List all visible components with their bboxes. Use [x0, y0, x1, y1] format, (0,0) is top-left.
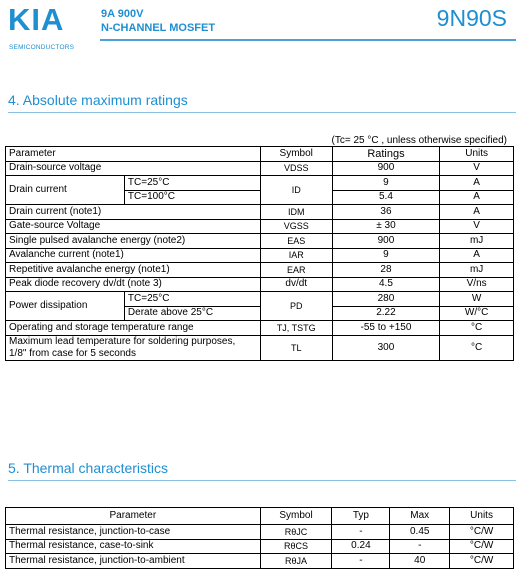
param-cell: Drain current: [6, 176, 125, 205]
table-header-row: [6, 147, 514, 162]
table-row: [6, 161, 514, 176]
param-cell: Gate-source Voltage: [6, 219, 261, 234]
header-max: Max: [390, 508, 450, 525]
symbol-cell: dv/dt: [260, 277, 332, 292]
unit-cell: °C: [440, 321, 514, 336]
table-row: [6, 321, 514, 336]
device-rating: 9A 900V: [101, 8, 144, 20]
unit-cell: A: [440, 248, 514, 263]
param-line-1: Maximum lead temperature for soldering purposes,: [9, 335, 236, 347]
condition-cell: TC=25°C: [124, 292, 260, 307]
symbol-cell: TL: [260, 335, 332, 360]
unit-cell: °C: [440, 335, 514, 360]
rating-cell: 5.4: [332, 190, 440, 205]
table-row: [6, 234, 514, 249]
section-divider: [8, 480, 516, 481]
table-row: [6, 176, 514, 191]
unit-cell: A: [440, 205, 514, 220]
table-row: [6, 205, 514, 220]
symbol-cell: EAR: [260, 263, 332, 278]
unit-cell: V/ns: [440, 277, 514, 292]
unit-cell: mJ: [440, 234, 514, 249]
rating-cell: 900: [332, 234, 440, 249]
header-symbol: Symbol: [260, 508, 332, 525]
unit-cell: V: [440, 161, 514, 176]
table-row: [6, 539, 514, 554]
param-cell: Thermal resistance, junction-to-case: [6, 525, 261, 540]
typ-cell: -: [332, 525, 390, 540]
rating-cell: 900: [332, 161, 440, 176]
symbol-cell: IDM: [260, 205, 332, 220]
section-title-thermal: 5. Thermal characteristics: [8, 460, 169, 476]
condition-cell: TC=100°C: [124, 190, 260, 205]
typ-cell: -: [332, 554, 390, 569]
header-units: Units: [440, 147, 514, 162]
rating-cell: 280: [332, 292, 440, 307]
symbol-cell: VDSS: [260, 161, 332, 176]
device-type: N-CHANNEL MOSFET: [101, 22, 216, 34]
unit-cell: A: [440, 176, 514, 191]
rating-cell: 36: [332, 205, 440, 220]
symbol-cell: PD: [260, 292, 332, 321]
table-row: [6, 335, 514, 360]
param-cell: Single pulsed avalanche energy (note2): [6, 234, 261, 249]
table-row: [6, 554, 514, 569]
param-cell: Power dissipation: [6, 292, 125, 321]
param-cell: Operating and storage temperature range: [6, 321, 261, 336]
symbol-cell: RθCS: [260, 539, 332, 554]
company-logo: KIA: [8, 2, 65, 37]
rating-cell: 9: [332, 248, 440, 263]
symbol-cell: TJ, TSTG: [260, 321, 332, 336]
table-header-row: [6, 508, 514, 525]
section-title-absolute-max: 4. Absolute maximum ratings: [8, 92, 188, 108]
table-row: [6, 219, 514, 234]
param-cell: Drain-source voltage: [6, 161, 261, 176]
logo-subtitle: SEMICONDUCTORS: [9, 44, 75, 51]
condition-cell: TC=25°C: [124, 176, 260, 191]
header-typ: Typ: [332, 508, 390, 525]
section-divider: [8, 112, 516, 113]
rating-cell: 300: [332, 335, 440, 360]
param-cell: Peak diode recovery dv/dt (note 3): [6, 277, 261, 292]
header-parameter: Parameter: [6, 508, 261, 525]
part-number: 9N90S: [436, 5, 507, 31]
table-row: [6, 263, 514, 278]
absolute-max-table: [5, 146, 514, 361]
unit-cell: W: [440, 292, 514, 307]
rating-cell: 28: [332, 263, 440, 278]
table-row: [6, 248, 514, 263]
rating-cell: 4.5: [332, 277, 440, 292]
table-row: [6, 292, 514, 307]
condition-cell: Derate above 25°C: [124, 306, 260, 321]
symbol-cell: ID: [260, 176, 332, 205]
symbol-cell: IAR: [260, 248, 332, 263]
condition-note: (Tc= 25 °C , unless otherwise specified): [331, 135, 507, 146]
rating-cell: ± 30: [332, 219, 440, 234]
param-cell: [6, 335, 261, 360]
unit-cell: °C/W: [450, 539, 514, 554]
rating-cell: 9: [332, 176, 440, 191]
table-row: [6, 277, 514, 292]
unit-cell: V: [440, 219, 514, 234]
max-cell: 0.45: [390, 525, 450, 540]
header-divider: [100, 39, 516, 41]
symbol-cell: EAS: [260, 234, 332, 249]
header-symbol: Symbol: [260, 147, 332, 162]
symbol-cell: RθJC: [260, 525, 332, 540]
typ-cell: 0.24: [332, 539, 390, 554]
thermal-table: [5, 507, 514, 569]
unit-cell: W/°C: [440, 306, 514, 321]
param-cell: Thermal resistance, junction-to-ambient: [6, 554, 261, 569]
header-ratings: Ratings: [332, 147, 440, 162]
table-row: [6, 525, 514, 540]
param-cell: Avalanche current (note1): [6, 248, 261, 263]
rating-cell: -55 to +150: [332, 321, 440, 336]
max-cell: 40: [390, 554, 450, 569]
param-cell: Repetitive avalanche energy (note1): [6, 263, 261, 278]
header-units: Units: [450, 508, 514, 525]
unit-cell: mJ: [440, 263, 514, 278]
symbol-cell: RθJA: [260, 554, 332, 569]
symbol-cell: VGSS: [260, 219, 332, 234]
unit-cell: A: [440, 190, 514, 205]
param-cell: Drain current (note1): [6, 205, 261, 220]
unit-cell: °C/W: [450, 525, 514, 540]
unit-cell: °C/W: [450, 554, 514, 569]
max-cell: -: [390, 539, 450, 554]
header-parameter: Parameter: [6, 147, 261, 162]
param-line-2: 1/8" from case for 5 seconds: [9, 347, 136, 359]
param-cell: Thermal resistance, case-to-sink: [6, 539, 261, 554]
rating-cell: 2.22: [332, 306, 440, 321]
